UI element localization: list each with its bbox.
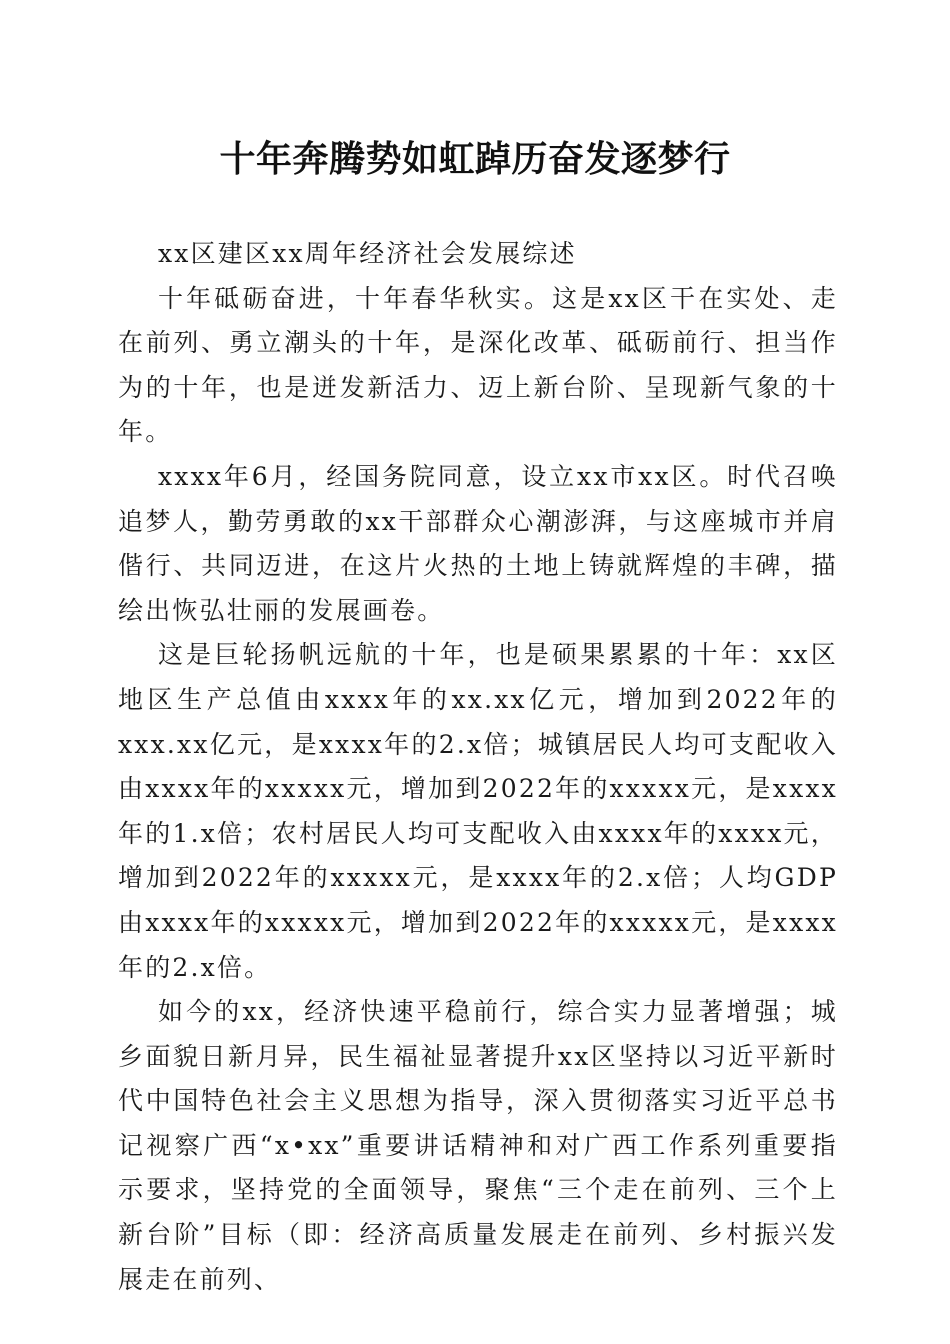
paragraph: 这是巨轮扬帆远航的十年，也是硕果累累的十年：xx区地区生产总值由xxxx年的xx.xx亿元，增加到2022年的xxx.xx亿元，是xxxx年的2.x倍；城镇居民人均可支配收入由xxxx年的xxxxx元，增加到2022年的xxxxx元，是xxxx年的1.x倍；农村居民人均可支配收入由xxxx年的xxxx元，增加到2022年的xxxxx元，是xxxx年的2.x倍；人均GDP由xxxx年的xxxxx元，增加到2022年的xxxxx元，是xxxx年的2.x倍。 xyxy=(118,640,838,982)
document-title: 十年奔腾势如虹踔历奋发逐梦行 xyxy=(219,138,731,180)
paragraph: 如今的xx，经济快速平稳前行，综合实力显著增强；城乡面貌日新月异，民生福祉显著提升xx区坚持以习近平新时代中国特色社会主义思想为指导，深入贯彻落实习近平总书记视察广西“x•xx”重要讲话精神和对广西工作系列重要指示要求，坚持党的全面领导，聚焦“三个走在前列、三个上新台阶”目标（即：经济高质量发展走在前列、乡村振兴发展走在前列、 xyxy=(118,997,838,1294)
paragraph: 十年砥砺奋进，十年春华秋实。这是xx区干在实处、走在前列、勇立潮头的十年，是深化改革、砥砺前行、担当作为的十年，也是迸发新活力、迈上新台阶、呈现新气象的十年。 xyxy=(118,283,838,447)
paragraph: xxxx年6月，经国务院同意，设立xx市xx区。时代召唤追梦人，勤劳勇敢的xx干部群众心潮澎湃，与这座城市并肩偕行、共同迈进，在这片火热的土地上铸就辉煌的丰碑，描绘出恢弘壮丽的发展画卷。 xyxy=(118,461,838,625)
document-subtitle: xx区建区xx周年经济社会发展综述 xyxy=(158,239,577,268)
document-body xyxy=(118,232,838,1302)
